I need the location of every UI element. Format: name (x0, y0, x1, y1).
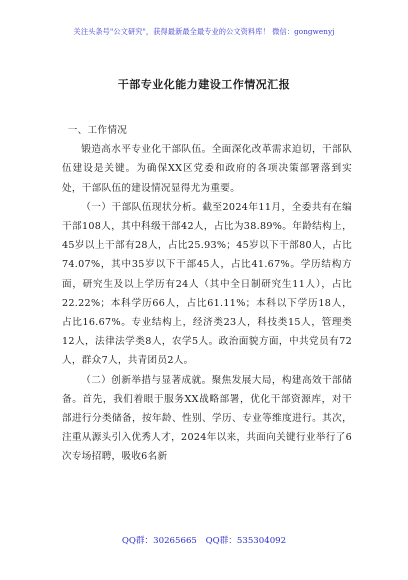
paragraph-status-analysis: （一）干部队伍现状分析。截至2024年11月，全委共有在编干部108人，其中科级干部42人，占比为38.89%。年龄结构上，45岁以上干部有28人，占比25.93%；45岁以下干部80人，占比74.07%，其中35岁以下干部45人，占比41.67%。学历结构方面，研究生及以上学历有24人（其中全日制研究生11人），占比22.22%；本科学历66人，占比61.11%；本科以下学历18人，占比16.67%。专业结构上，经济类23人，科技类15人，管理类12人，法律法学类8人，农学5人。政治面貌方面，中共党员有72人，群众7人，共青团员2人。 (62, 201, 352, 367)
qq-group-2: QQ群：535304092 (205, 536, 287, 546)
header-banner: 关注头条号"公文研究"，获得最新最全最专业的公文资料库！ 微信：gongwenyj (73, 27, 335, 36)
paragraph-innovation: （二）创新举措与显著成就。聚焦发展大局，构建高效干部储备。首先，我们着眼于服务XX战略部署，优化干部资源库，对干部进行分类储备，按年龄、性别、学历、专业等维度进行。其次，注重从源头引入优秀人才，2024年以来，共面向关键行业举行了6次专场招聘，吸收6名新 (62, 374, 352, 463)
footer-contacts (0, 534, 408, 546)
document-title: 干部专业化能力建设工作情况汇报 (117, 78, 291, 91)
section-heading: 一、工作情况 (67, 125, 128, 136)
document-body (62, 121, 352, 467)
paragraph-intro: 锻造高水平专业化干部队伍。全面深化改革需求迫切，干部队伍建设是关键。为确保XX区党委和政府的各项决策部署落到实处，干部队伍的建设情况显得尤为重要。 (62, 144, 352, 194)
qq-group-1: QQ群：30265665 (121, 536, 197, 546)
